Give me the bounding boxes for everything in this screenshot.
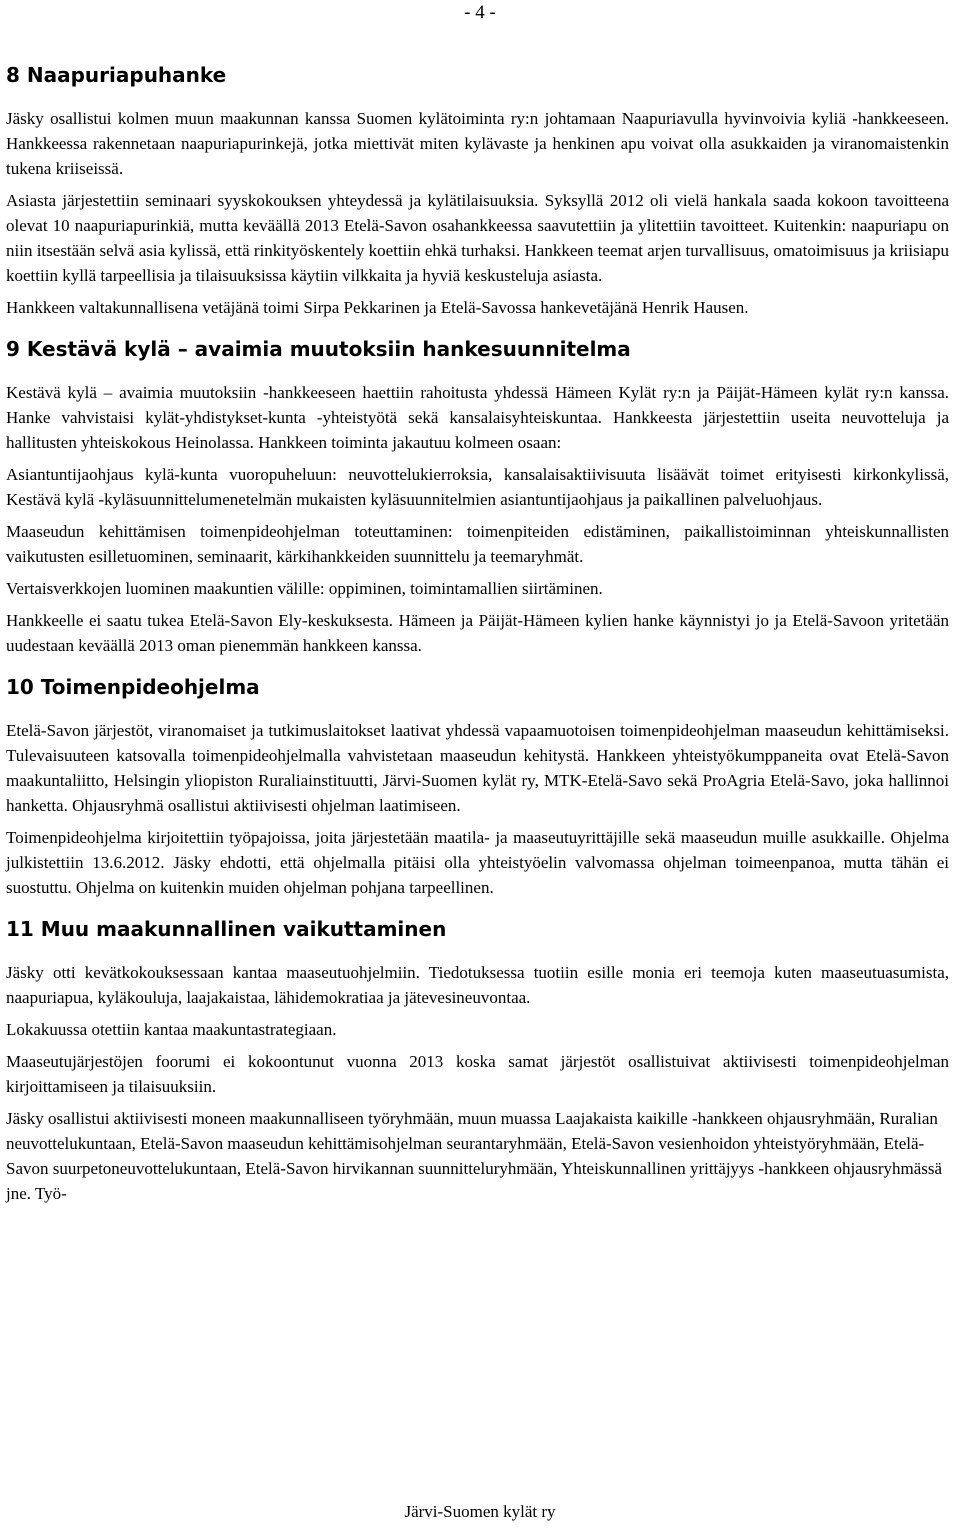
section-11-paragraph: Jäsky osallistui aktiivisesti moneen maakunnalliseen työryhmään, muun muassa Laajakaista kaikille -hankkeen ohjausryhmään, Ruralian neuvottelukuntaan, Etelä-Savon maaseudun kehittämisohjelman seurantaryhmään, Etelä-Savon vesienhoidon yhteistyöryhmään, Etelä-Savon suurpetoneuvottelukuntaan, Etelä-Savon hirvikannan suunnitteluryhmään, Yhteiskunnallinen yrittäjyys -hankkeen ohjausryhmässä jne. Työ- [6,1109,943,1203]
section-8-paragraph: Asiasta järjestettiin seminaari syyskokouksen yhteydessä ja kylätilaisuuksia. Syksyllä 2012 oli vielä hankala saada kokoon tavoitteena olevat 10 naapuriapurinkiä, mutta keväällä 2013 Etelä-Savon osahankkeessa saavutettiin ja ylitettiin tavoitteet. Kuitenkin: naapuriapu on niin itsestään selvä asia kylissä, että rinkityöskentely koettiin ehkä turhaksi. Hankkeen teemat arjen turvallisuus, omatoimisuus ja kriisiapu koettiin kyllä tarpeellisia ja tilaisuuksissa käytiin vilkkaita ja hyviä keskusteluja asiasta. [6,191,949,285]
section-9-paragraph: Hankkeelle ei saatu tukea Etelä-Savon Ely-keskuksesta. Hämeen ja Päijät-Hämeen kylien hanke käynnistyi jo ja Etelä-Savoon yritetään uudestaan keväällä 2013 oman pienemmän hankkeen kanssa. [6,611,949,655]
section-8 [6,62,949,320]
section-8-paragraph: Hankkeen valtakunnallisena vetäjänä toimi Sirpa Pekkarinen ja Etelä-Savossa hankevetäjänä Henrik Hausen. [6,298,749,317]
section-8-title: 8 Naapuriapuhanke [6,63,227,87]
page-number: - 4 - [464,2,496,23]
section-11-paragraph: Jäsky otti kevätkokouksessaan kantaa maaseutuohjelmiin. Tiedotuksessa tuotiin esille monia eri teemoja kuten maaseutuasumista, naapuriapua, kyläkouluja, laajakaistaa, lähidemokratiaa ja jätevesineuvontaa. [6,963,949,1007]
section-9-paragraph: Kestävä kylä – avaimia muutoksiin -hankkeeseen haettiin rahoitusta yhdessä Hämeen Kylät ry:n ja Päijät-Hämeen kylät ry:n kanssa. Hanke vahvistaisi kylät-yhdistykset-kunta -yhteistyötä sekä kansalaisyhteiskuntaa. Hankkeesta järjestettiin useita neuvotteluja ja hallitusten yhteiskokous Heinolassa. Hankkeen toiminta jakautuu kolmeen osaan: [6,383,949,452]
section-9-title: 9 Kestävä kylä – avaimia muutoksiin hankesuunnitelma [6,337,631,361]
section-9-paragraph: Maaseudun kehittämisen toimenpideohjelman toteuttaminen: toimenpiteiden edistäminen, paikallistoiminnan yhteiskunnallisten vaikutusten esilletuominen, seminaarit, kärkihankkeiden suunnittelu ja teemaryhmät. [6,522,949,566]
section-9-paragraph: Asiantuntijaohjaus kylä-kunta vuoropuheluun: neuvottelukierroksia, kansalaisaktiivisuuta lisäävät toimet erityisesti kirkonkylissä, Kestävä kylä -kyläsuunnittelumenetelmän mukaisten kyläsuunnitelmien asiantuntijaohjaus ja paikallinen palveluohjaus. [6,465,949,509]
section-11-paragraph: Maaseutujärjestöjen foorumi ei kokoontunut vuonna 2013 koska samat järjestöt osallistuivat aktiivisesti toimenpideohjelman kirjoittamiseen ja tilaisuuksiin. [6,1052,949,1096]
footer-organization: Järvi-Suomen kylät ry [404,1502,556,1521]
section-10-paragraph: Toimenpideohjelma kirjoitettiin työpajoissa, joita järjestetään maatila- ja maaseutuyrittäjille sekä maaseudun muille asukkaille. Ohjelma julkistettiin 13.6.2012. Jäsky ehdotti, että ohjelmalla pitäisi olla yhteistyöelin valvomassa ohjelman toimeenpanoa, mutta tähän ei suostuttu. Ohjelma on kuitenkin muiden ohjelman pohjana tarpeellinen. [6,828,949,897]
section-8-paragraph: Jäsky osallistui kolmen muun maakunnan kanssa Suomen kylätoiminta ry:n johtamaan Naapuriavulla hyvinvoivia kyliä -hankkeeseen. Hankkeessa rakennetaan naapuriapurinkejä, jotka miettivät miten kylävaste ja henkinen apu voivat olla asukkaiden ja viranomaistenkin tukena kriiseissä. [6,109,949,178]
section-9-paragraph: Vertaisverkkojen luominen maakuntien välille: oppiminen, toimintamallien siirtäminen. [6,579,603,598]
section-11 [6,916,949,1206]
section-10 [6,674,949,900]
section-11-paragraph: Lokakuussa otettiin kantaa maakuntastrategiaan. [6,1020,337,1039]
section-11-title: 11 Muu maakunnallinen vaikuttaminen [6,917,447,941]
section-10-title: 10 Toimenpideohjelma [6,675,260,699]
section-9 [6,336,949,658]
section-10-paragraph: Etelä-Savon järjestöt, viranomaiset ja tutkimuslaitokset laativat yhdessä vapaamuotoisen toimenpideohjelman maaseudun kehittämiseksi. Tulevaisuuteen katsovalla toimenpideohjelmalla vahvistetaan maaseudun kehitystä. Hankkeen yhteistyökumppaneita ovat Etelä-Savon maakuntaliitto, Helsingin yliopiston Ruraliainstituutti, Järvi-Suomen kylät ry, MTK-Etelä-Savo sekä ProAgria Etelä-Savo, joka hallinnoi hanketta. Ohjausryhmä osallistui aktiivisesti ohjelman laatimiseen. [6,721,949,815]
document-body [6,62,949,1213]
